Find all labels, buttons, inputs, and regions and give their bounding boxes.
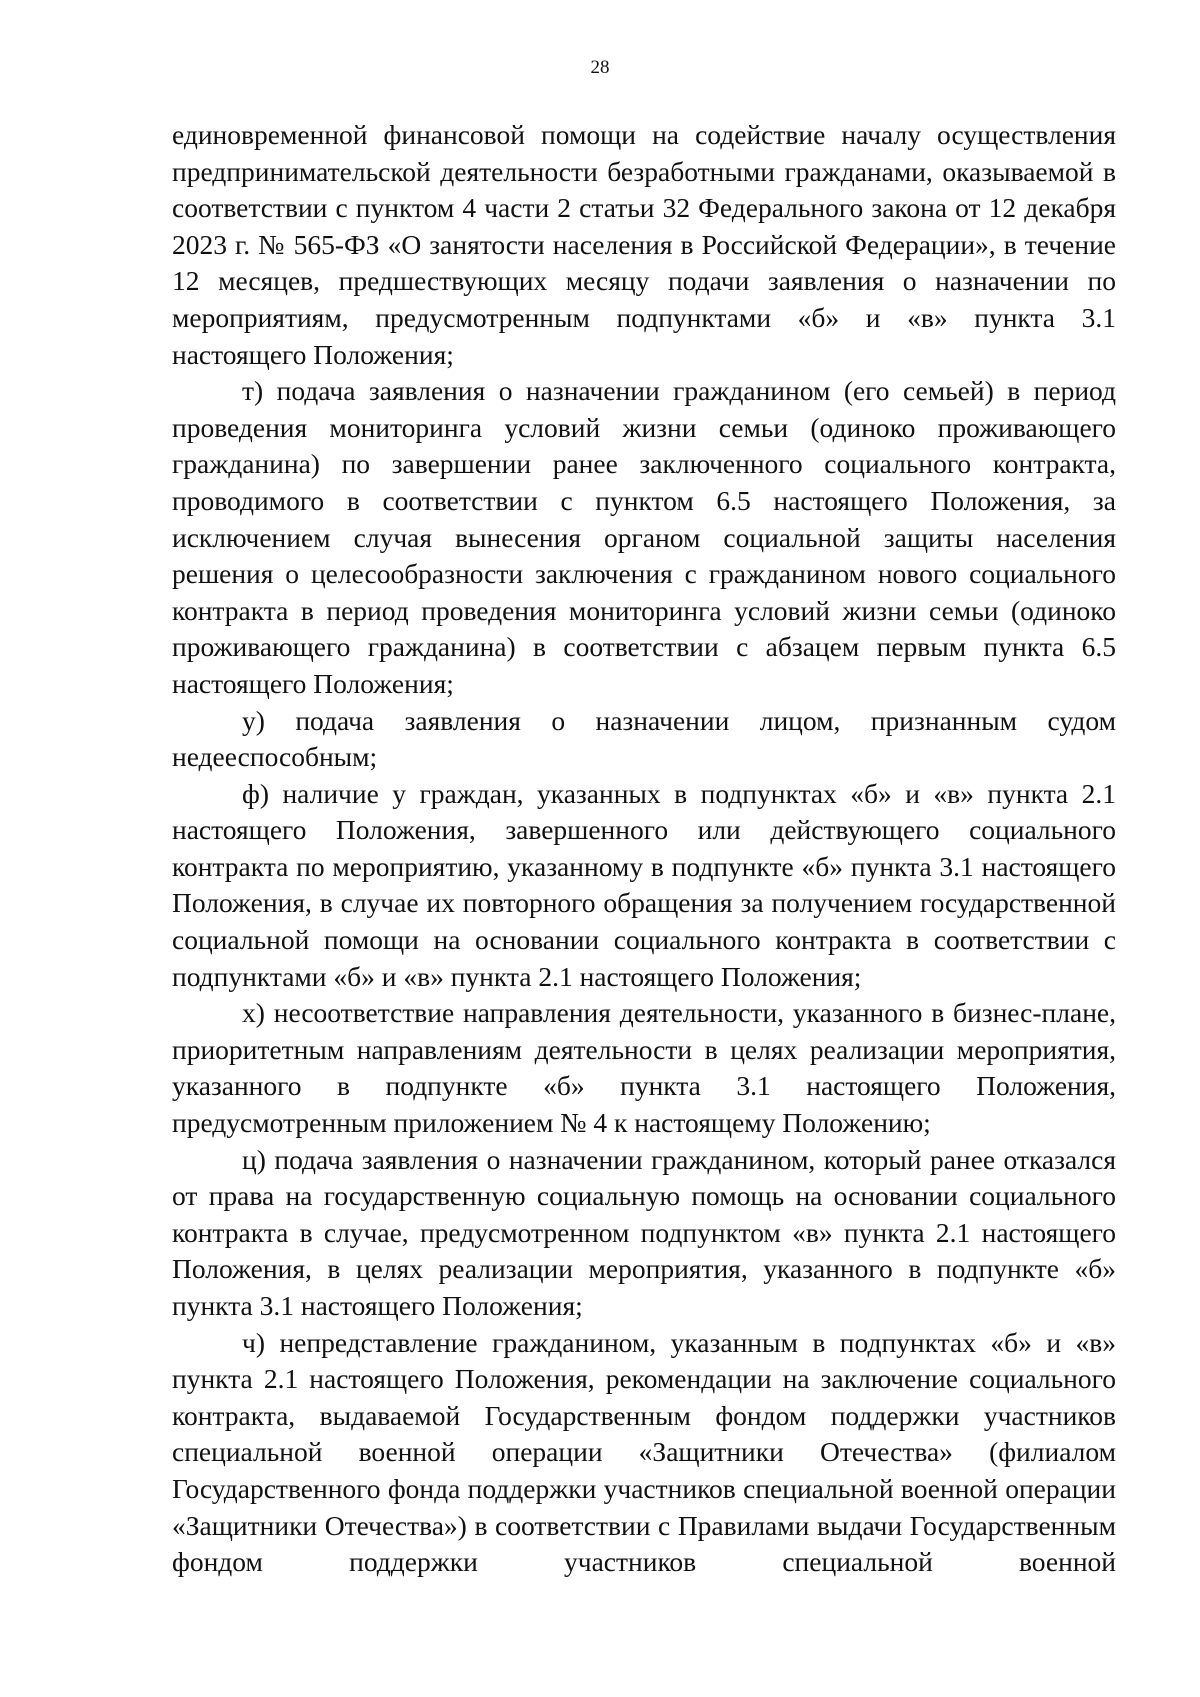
paragraph-continuation: единовременной финансовой помощи на содействие началу осуществления предпринимательской деятельности безработными гражданами, оказываемой в соответствии с пунктом 4 части 2 статьи 32 Федерального закона от 12 декабря 2023 г. № 565-ФЗ «О занятости населения в Российской Федерации», в течение 12 месяцев, предшествующих месяцу подачи заявления о назначении по мероприятиям, предусмотренным подпунктами «б» и «в» пункта 3.1 настоящего Положения; [172,119,1116,370]
paragraph-item-ch: ч) непредставление гражданином, указанным в подпунктах «б» и «в» пункта 2.1 настоящего Положения, рекомендации на заключение социального контракта, выдаваемой Государственным фондом поддержки участников специальной военной операции «Защитники Отечества» (филиалом Государственного фонда поддержки участников специальной военной операции «Защитники Отечества») в соответствии с Правилами выдачи Государственным фондом поддержки участников специальной военной [172,1326,1116,1578]
paragraph-item-kh: х) несоответствие направления деятельности, указанного в бизнес-плане, приоритетным направлениям деятельности в целях реализации мероприятия, указанного в подпункте «б» пункта 3.1 настоящего Положения, предусмотренным приложением № 4 к настоящему Положению; [172,997,1116,1139]
paragraph-item-ts: ц) подача заявления о назначении гражданином, который ранее отказался от права на государственную социальную помощь на основании социального контракта в случае, предусмотренном подпунктом «в» пункта 2.1 настоящего Положения, в целях реализации мероприятия, указанного в подпункте «б» пункта 3.1 настоящего Положения; [172,1143,1116,1321]
paragraph-item-f: ф) наличие у граждан, указанных в подпунктах «б» и «в» пункта 2.1 настоящего Положения, завершенного или действующего социального контракта по мероприятию, указанному в подпункте «б» пункта 3.1 настоящего Положения, в случае их повторного обращения за получением государственной социальной помощи на основании социального контракта в соответствии с подпунктами «б» и «в» пункта 2.1 настоящего Положения; [172,777,1116,992]
page-number: 28 [590,57,610,78]
document-body [172,117,1116,1581]
paragraph-item-t: т) подача заявления о назначении гражданином (его семьей) в период проведения мониторинга условий жизни семьи (одиноко проживающего гражданина) по завершении ранее заключенного социального контракта, проводимого в соответствии с пунктом 6.5 настоящего Положения, за исключением случая вынесения органом социальной защиты населения решения о целесообразности заключения с гражданином нового социального контракта в период проведения мониторинга условий жизни семьи (одиноко проживающего гражданина) в соответствии с абзацем первым пункта 6.5 настоящего Положения; [172,375,1116,699]
paragraph-item-u: у) подача заявления о назначении лицом, признанным судом недееспособным; [172,704,1116,773]
